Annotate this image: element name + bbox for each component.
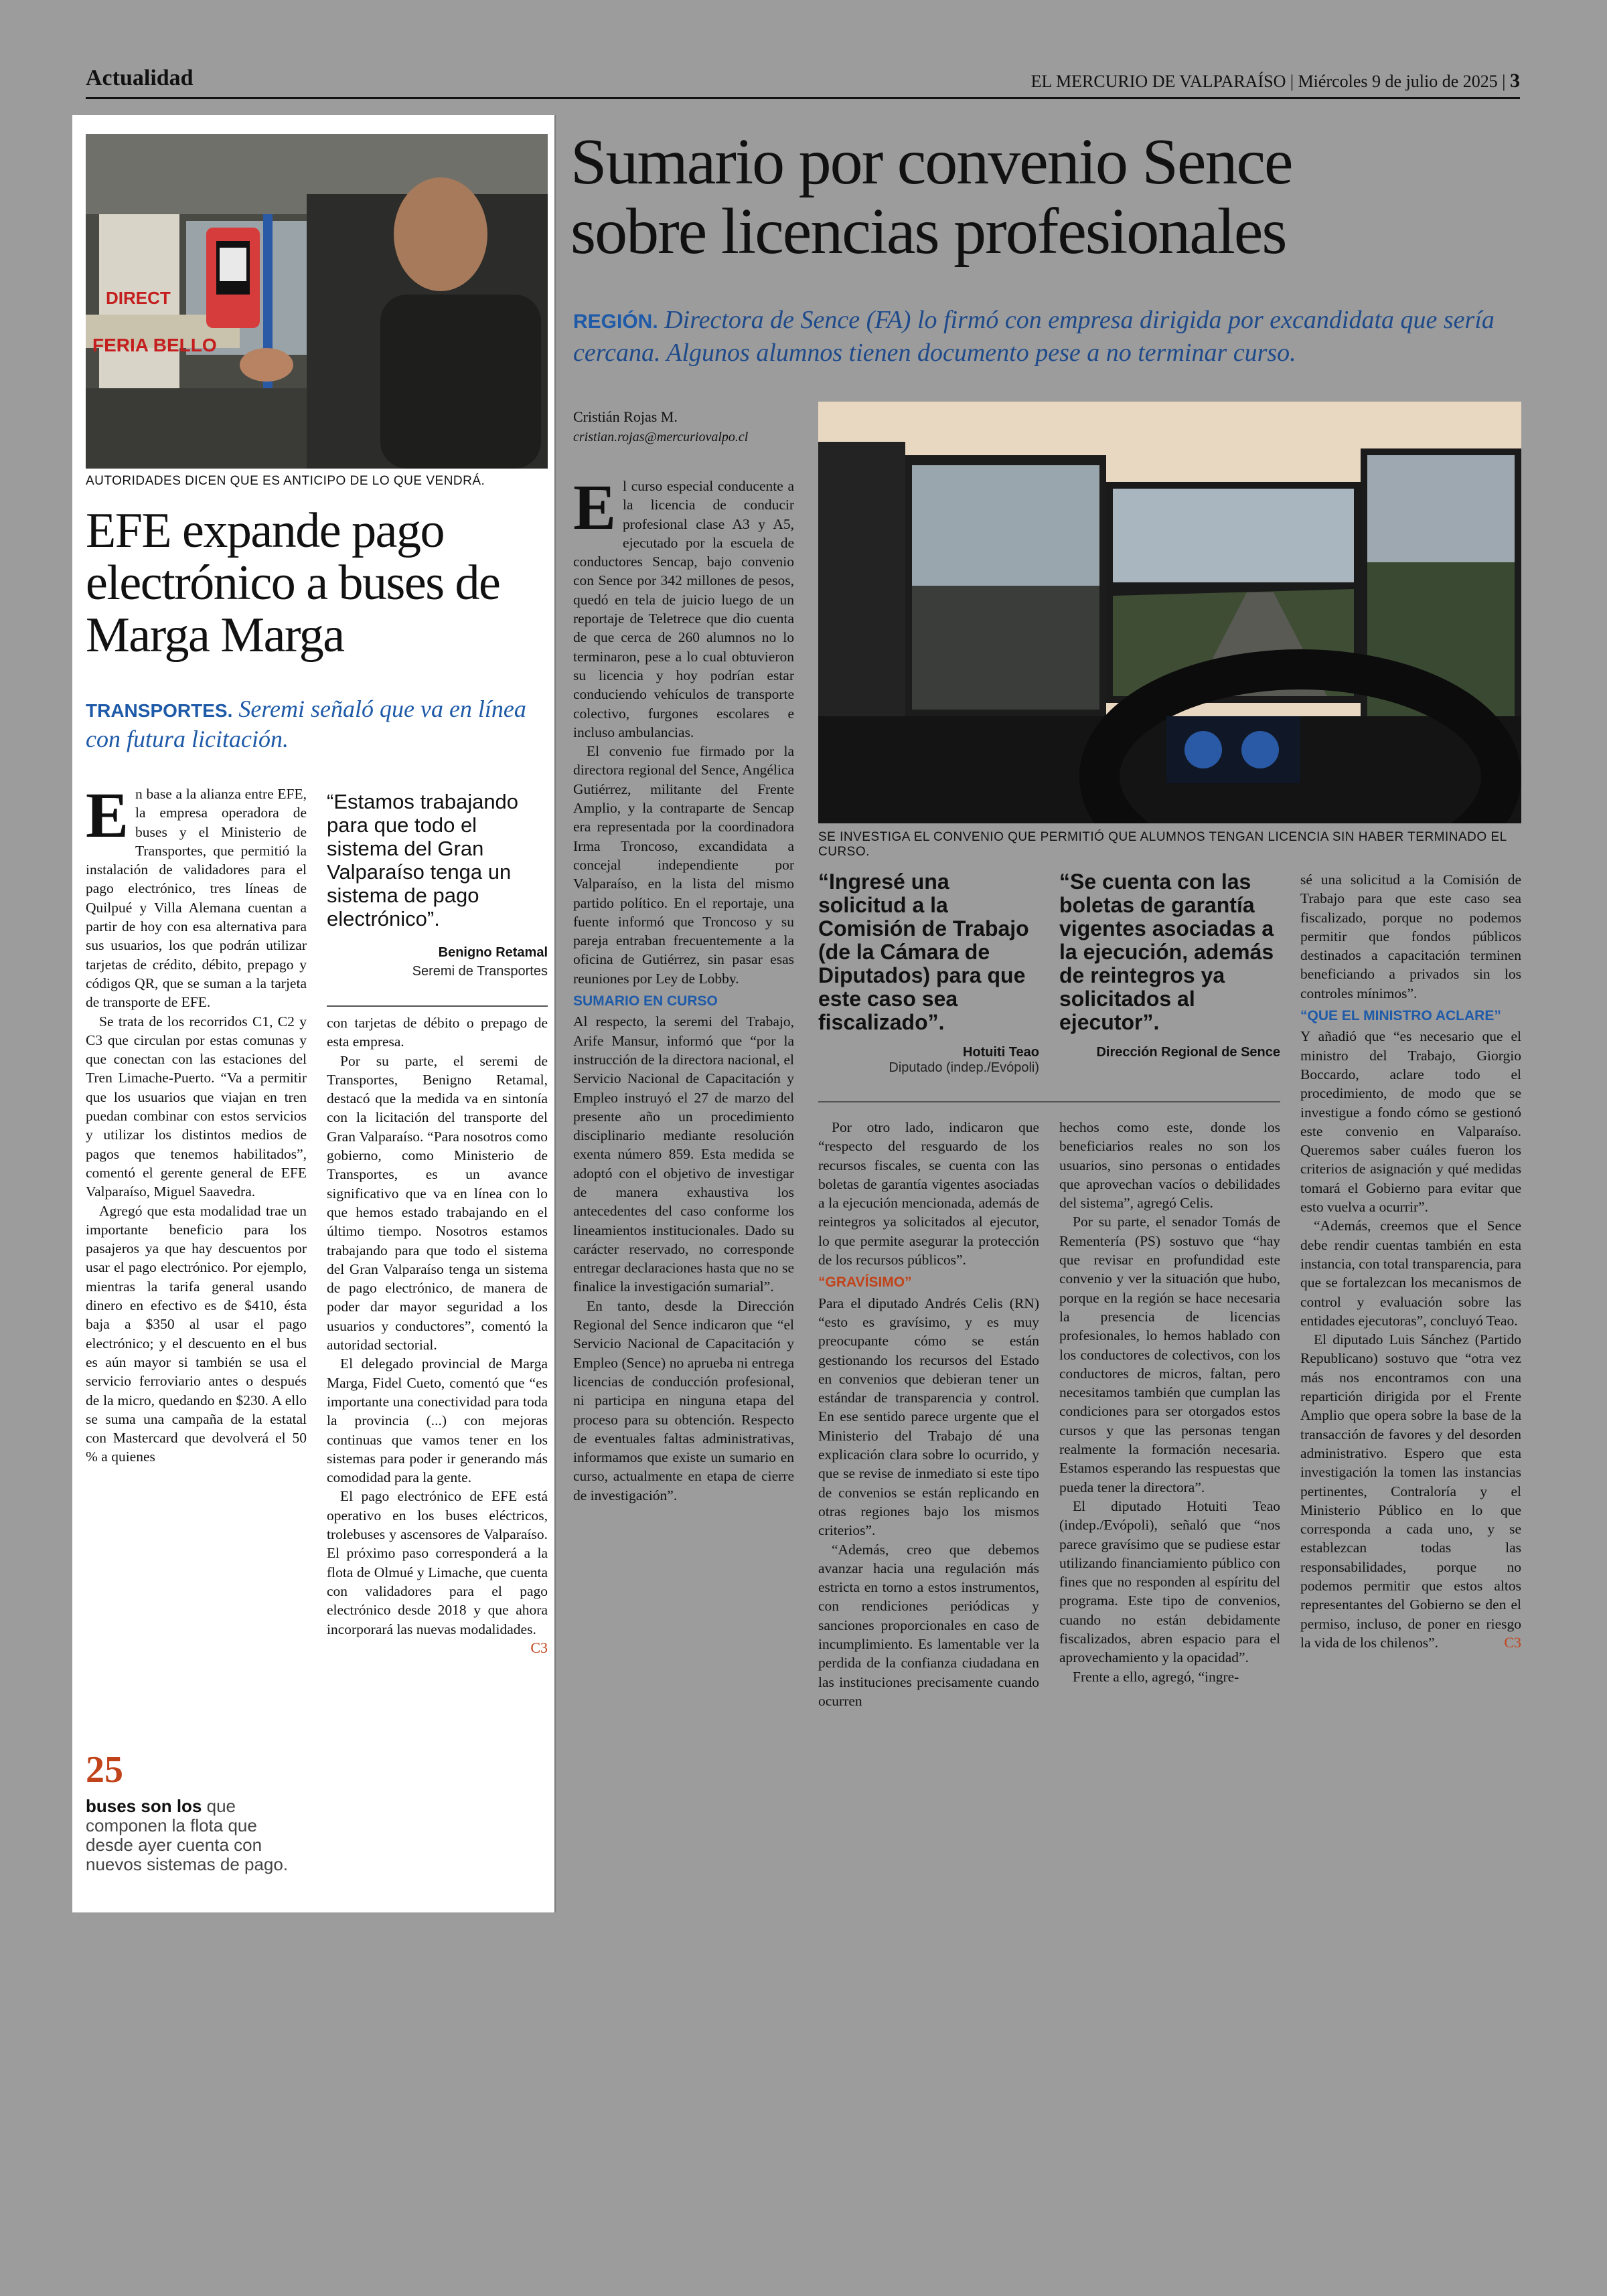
main-quote-2: [1059, 870, 1280, 1060]
panel-divider: [554, 115, 556, 1912]
side-story-photo: [86, 134, 548, 469]
main-deck-text: Directora de Sence (FA) lo firmó con empresa dirigida por excandidata que sería cercana. Algunos alumnos tienen documento pese a no terminar curso.: [573, 306, 1495, 367]
main-column-2: [818, 1118, 1039, 1710]
main-column-4: [1300, 870, 1521, 1652]
main-subhead-2: “GRAVÍSIMO”: [818, 1275, 912, 1291]
driving-simulator-photo: [818, 402, 1521, 823]
main-col3-p1: hechos como este, donde los beneficiarios reales no son los usuarios, sino personas o entidades que aprovechan vacíos o debilidades del sistema”, agregó Celis.: [1059, 1119, 1280, 1212]
stat-box: [86, 1797, 307, 1874]
main-quote-2-text: “Se cuenta con las boletas de garantía vigentes asociadas a la ejecución, además de reintegros ya solicitados al ejecutor”.: [1059, 870, 1274, 1034]
side-col2-p1: con tarjetas de débito o prepago de esta empresa.: [327, 1015, 548, 1050]
side-photo-caption: AUTORIDADES DICEN QUE ES ANTICIPO DE LO QUE VENDRÁ.: [86, 474, 485, 488]
main-subhead-3: “QUE EL MINISTRO ACLARE”: [1300, 1008, 1501, 1024]
main-col4-p1: sé una solicitud a la Comisión de Trabajo para que este caso sea fiscalizado, porque no podemos permitir que fondos públicos destinados a capacitación terminen beneficiando a privados sin los controles mínimos”.: [1300, 872, 1521, 1001]
main-deck: [573, 305, 1511, 368]
side-deck-text: Seremi señaló que va en línea con futura licitación.: [86, 695, 526, 752]
main-headline: [570, 127, 1508, 266]
quotes-rule: [818, 1101, 1280, 1102]
main-col2-p3: “Además, creo que debemos avanzar hacia una regulación más estricta en torno a estos instrumentos, con rendiciones periódicas y sanciones proporcionales en caso de incumplimiento. Es lamentable ver la perdida de la confianza ciudadana en las instituciones precisamente cuando ocurren: [818, 1541, 1039, 1709]
main-quote-1-text: “Ingresé una solicitud a la Comisión de Trabajo (de la Cámara de Diputados) para que este caso sea fiscalizado”.: [818, 870, 1029, 1034]
main-col3-p2: Por su parte, el senador Tomás de Rementería (PS) sostuvo que “hay que revisar en profundidad este convenio y ver la situación que hubo, porque en la región se hace necesaria la presencia de licencias profesionales, lo hemos hablado con los conductores de colectivos, con los conductores de micros, faltan, pero necesitamos también que cumplan las condiciones para ser otorgados estos cursos y que las personas tengan realmente la formación necesaria. Estamos esperando las respuestas que pueda tener la directora”.: [1059, 1214, 1280, 1495]
main-drop-cap: E: [573, 471, 617, 543]
main-quote-1-role: Diputado (indep./Evópoli): [889, 1060, 1039, 1075]
publication-name: EL MERCURIO DE VALPARAÍSO: [1030, 72, 1286, 91]
main-quote-2-name: Dirección Regional de Sence: [1096, 1045, 1280, 1060]
main-col1-p4: En tanto, desde la Dirección Regional del Sence indicaron que “el Servicio Nacional de Capacitación y Empleo (Sence) no aprueba ni entrega licencias de conducción profesional, ni participa en ninguna etapa del proceso para su obtención. Respecto de eventuales faltas administrativas, informamos que existe un sumario en curso, actualmente en etapa de cierre de investigación”.: [573, 1297, 794, 1503]
main-col1-p1: l curso especial conducente a la licencia de conducir profesional clase A3 y A5, ejecutado por la escuela de conductores Sencap, bajo convenio con Sence por 342 millones de pesos, quedó en tela de juicio luego de un reportaje de Teletrece que dio cuenta de que cerca de 260 alumnos no lo terminaron, pese a lo cual obtuvieron su licencia y hoy podrían estar conduciendo vehículos de transporte colectivo, furgones escolares e incluso ambulancias.: [573, 478, 794, 740]
main-author-email: cristian.rojas@mercuriovalpo.cl: [573, 430, 749, 444]
main-col2-p2: Para el diputado Andrés Celis (RN) “esto es gravísimo, y es muy preocupante cómo se están gestionando los recursos del Estado en convenios que debieran tener un estándar de transparencia y control. En ese sentido parece urgente que el Ministerio del Trabajo dé una explicación clara sobre lo ocurrido, y que se revise de inmediato si este tipo de convenios se están replicando en otras regiones bajo los mismos criterios”.: [818, 1295, 1039, 1539]
section-label: Actualidad: [86, 66, 194, 90]
main-subhead-1: SUMARIO EN CURSO: [573, 993, 718, 1009]
side-deck: [86, 695, 541, 753]
side-col2-p4: El pago electrónico de EFE está operativo en los buses eléctricos, trolebuses y ascensores de Valparaíso. El próximo paso corresponderá a la flota de Olmué y Limache, que cuenta con validadores para el pago electrónico desde 2018 y que ahora incorporará las nuevas modalidades. C3: [327, 1487, 548, 1638]
side-column-1: [86, 779, 307, 1467]
page-number: 3: [1510, 70, 1520, 92]
end-mark-icon: C3: [530, 1639, 548, 1656]
main-kicker: REGIÓN.: [573, 311, 658, 333]
main-col4-p2: Y añadió que “es necesario que el ministro del Trabajo, Giorgio Boccardo, aclare todo el procedimiento, de modo que se investigue a fondo cómo se gestionó este convenio en Valparaíso. Queremos saber cuáles fueron los criterios de asignación y qué medidas tomará el Gobierno para evitar que esto vuelva a ocurrir”.: [1300, 1028, 1521, 1216]
main-author: Cristián Rojas M.: [573, 408, 678, 425]
stat-number: 25: [86, 1749, 123, 1791]
side-col1-p1: n base a la alianza entre EFE, la empresa operadora de buses y el Ministerio de Transportes, que permitió la instalación de validadores para el pago electrónico, tres líneas de Quilpué y Villa Alemana cuentan a partir de hoy con esa alternativa para sus usuarios, los que podrán utilizar tarjetas de crédito, débito, prepago y códigos QR, que se suman a la tarjeta de transporte de EFE.: [86, 786, 307, 1011]
main-headline-line2: sobre licencias profesionales: [570, 195, 1286, 268]
main-column-1: [573, 471, 794, 1505]
main-story-photo: [818, 402, 1521, 823]
main-headline-line1: Sumario por convenio Sence: [570, 126, 1292, 198]
main-col3-p4: Frente a ello, agregó, “ingre-: [1073, 1668, 1239, 1685]
photo-sign-1: DIRECT: [106, 288, 171, 308]
main-col1-p2: El convenio fue firmado por la directora regional del Sence, Angélica Gutiérrez, militante del Frente Amplio, y la contraparte de Sencap era representada por la coordinadora Irma Troncoso, excandidata a concejal independiente por Valparaíso, en la lista del mismo partido político. En el reportaje, una fuente informó que Troncoso y su pareja entraban frecuentemente a la oficina de Gutiérrez, sin pasar esas reuniones por Ley de Lobby.: [573, 743, 794, 987]
main-end-mark-icon: C3: [1504, 1633, 1521, 1651]
side-col1-p3: Agregó que esta modalidad trae un importante beneficio para los pasajeros ya que hay descuentos por usar el pago electrónico. Por ejemplo, mientras la tarifa general usando dinero en efectivo es de $410, ésta baja a $350 al usar el pago electrónico; y el descuento en el bus es aún mayor si también se usa el servicio ferroviario antes o después de la micro, quedando en $230. A ello se suma una campaña de la estatal con Mastercard que devolverá el 50 % a quienes: [86, 1202, 307, 1465]
side-col1-p2: Se trata de los recorridos C1, C2 y C3 que circulan por estas comunas y que conectan con las estaciones del Tren Limache-Puerto. “Va a permitir que los usuarios que viajan en tren puedan combinar con estos servicios y utilizar los distintos medios de pagos que tenemos habilitados”, comentó el gerente general de EFE Valparaíso, Miguel Saavedra.: [86, 1013, 307, 1200]
side-quote-name: Benigno Retamal: [438, 945, 548, 960]
side-kicker: TRANSPORTES.: [86, 700, 233, 721]
side-quote-rule: [327, 1005, 548, 1007]
photo-sign-2: FERIA BELLO: [92, 335, 217, 355]
side-col2-p2: Por su parte, el seremi de Transportes, Benigno Retamal, destacó que la medida va en sintonía con la licitación del transporte del Gran Valparaíso. “Para nosotros como gobierno, como Ministerio de Transportes, es un avance significativo que va en línea con lo que hemos estado trabajando en el último tiempo. Nosotros estamos trabajando para que todo el sistema del Gran Valparaíso tenga un sistema de pago electrónico, de manera de poder dar mayor seguridad a los usuarios y conductores”, comentó la autoridad sectorial.: [327, 1052, 548, 1354]
stat-bold: buses son los: [86, 1796, 202, 1816]
side-headline: EFE expande pago electrónico a buses de Marga Marga: [86, 503, 500, 663]
main-col1-p3: Al respecto, la seremi del Trabajo, Arife Mansur, informó que “por la instrucción de la directora nacional, el Servicio Nacional de Capacitación y Empleo instruyó el 27 de marzo del presente año un procedimiento disciplinario mediante resolución exenta número 859. Esta medida se adoptó con el objetivo de investigar de manera exhaustiva los antecedentes del caso conforme los lineamientos institucionales. Dado su carácter reservado, no corresponde entregar declaraciones hasta que no se finalice la investigación sumarial”.: [573, 1013, 794, 1295]
side-drop-cap: E: [86, 779, 129, 851]
main-col2-p1: Por otro lado, indicaron que “respecto del resguardo de los recursos fiscales, se cuenta con las boletas de garantía vigentes asociadas a la ejecución mencionada, además de reintegros ya solicitados al ejecutor, lo que permite asegurar la protección de los recursos públicos”.: [818, 1119, 1039, 1268]
main-quote-1: [818, 870, 1039, 1076]
side-story-panel: [72, 115, 554, 1912]
side-quote: “Estamos trabajando para que todo el sistema del Gran Valparaíso tenga un sistema de pago electrónico”.: [327, 790, 519, 930]
stat-text: que componen la flota que desde ayer cuenta con nuevos sistemas de pago.: [86, 1796, 289, 1874]
main-col3-p3: El diputado Hotuiti Teao (indep./Evópoli), señaló que “nos parece gravísimo que se pudiese estar utilizando financiamiento público con fines que no responden al espíritu del programa. Este tipo de convenios, cuando no están debidamente fiscalizados, abren espacio para el aprovechamiento y la opacidad”.: [1059, 1497, 1280, 1666]
main-column-3: [1059, 1118, 1280, 1686]
masthead-rule: [86, 97, 1520, 99]
publication-date: Miércoles 9 de julio de 2025: [1298, 72, 1498, 91]
main-photo-caption: SE INVESTIGA EL CONVENIO QUE PERMITIÓ QUE ALUMNOS TENGAN LICENCIA SIN HABER TERMINADO EL CURSO.: [818, 830, 1507, 859]
side-quote-role: Seremi de Transportes: [412, 964, 548, 979]
publication-line: EL MERCURIO DE VALPARAÍSO | Miércoles 9 de julio de 2025 | 3: [1030, 70, 1520, 92]
main-quote-1-name: Hotuiti Teao: [962, 1045, 1039, 1060]
main-col4-p3: “Además, creemos que el Sence debe rendir cuentas también en esta instancia, con total transparencia, para que se fortalezcan los mecanismos de control y evaluación sobre las entidades ejecutoras”, concluyó Teao.: [1300, 1218, 1521, 1329]
side-column-2: [327, 1013, 548, 1657]
main-col4-p4: El diputado Luis Sánchez (Partido Republicano) sostuvo que “otra vez más nos encontramos con una repartición dirigida por el Frente Amplio que opera sobre la base de la transacción de favores y del desorden administrativo. Espero que esta investigación la tomen las instancias pertinentes, Contraloría y el Ministerio Público en lo que corresponda a cada uno, y se establezcan todas las responsabilidades, porque no podemos permitir que estos altos representantes del Gobierno se den el permiso, incluso, de poner en riesgo la vida de los chilenos”. C3: [1300, 1330, 1521, 1652]
side-col2-p3: El delegado provincial de Marga Marga, Fidel Cueto, comentó que “es importante una conectividad para toda la provincia (...) con mejoras continuas que vamos tener en los sistemas para poder ir generando más comodidad para la gente.: [327, 1356, 548, 1486]
